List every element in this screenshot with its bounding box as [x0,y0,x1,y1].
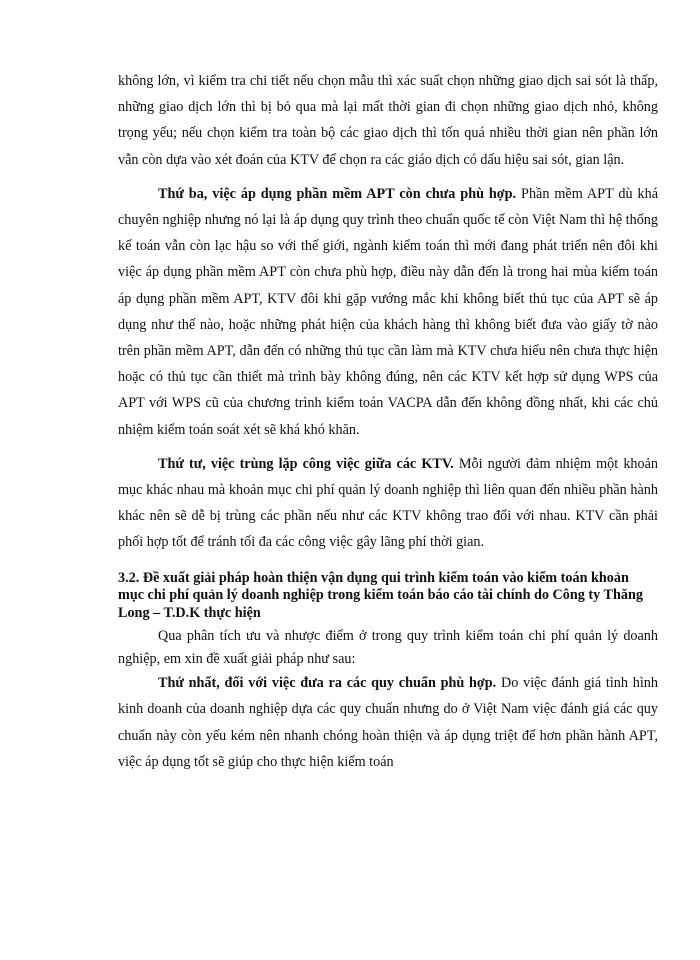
paragraph-text: không lớn, vì kiểm tra chi tiết nếu chọn mẫu thì xác suất chọn những giao dịch sai sót là thấp, những giao dịch lớn thì bị bỏ qua mà lại mất thời gian đi chọn những giao dịch nhỏ, không trọng yếu; nếu chọn kiểm tra toàn bộ các giao dịch thì tốn quá nhiều thời gian nên phần lớn vẫn còn dựa vào xét đoán của KTV để chọn ra các giáo dịch có dấu hiệu sai sót, gian lận. [118,73,658,168]
paragraph-text: Mỗi người đảm nhiệm một khoản mục khác nhau mà khoản mục chi phí quản lý doanh nghiệp thì liên quan đến nhiều phần hành khác nên sẽ dễ bị trùng các phần nếu như các KTV không trao đổi với nhau. KTV cần phải phối hợp tốt để tránh tối đa các công việc gây lãng phí thời gian. [118,455,658,551]
paragraph-text: Phần mềm APT dù khá chuyên nghiệp nhưng nó lại là áp dụng quy trình theo chuẩn quốc tế còn Việt Nam thì hệ thống kế toán vẫn còn lạc hậu so với thế giới, ngành kiểm toán thì mới đang phát triển nên đôi khi việc áp dụng phần mềm APT còn chưa phù hợp, điều này dẫn đến là trong hai mùa kiểm toán áp dụng phần mềm APT, KTV đôi khi gặp vướng mắc khi không biết thủ tục của APT sẽ áp dụng như thế nào, hoặc những phát hiện của khách hàng thì không biết đưa vào giấy tờ nào trên phần mềm APT, dẫn đến có những thủ tục cần làm mà KTV chưa hiểu nên chưa thực hiện hoặc có thủ tục cần thiết mà trình bày không đúng, nên các KTV kết hợp sử dụng WPS của APT với WPS cũ của chương trình kiểm toán VACPA dẫn đến không đồng nhất, khi các chủ nhiệm kiểm toán soát xét sẽ khá khó khăn. [118,185,658,438]
paragraph-third-point [118,181,658,443]
paragraph-fourth-point [118,451,658,556]
section-heading: 3.2. Đề xuất giải pháp hoàn thiện vận dụng qui trình kiểm toán vào kiểm toán khoản mục chi phí quản lý doanh nghiệp trong kiểm toán báo cáo tài chính do Công ty Thăng Long – T.D.K thực hiện [118,569,643,621]
intro-paragraph: Qua phân tích ưu và nhược điểm ở trong quy trình kiểm toán chi phí quản lý doanh nghiệp, em xin đề xuất giải pháp như sau: [118,628,658,667]
paragraph-text: Do việc đánh giá tình hình kinh doanh của doanh nghiệp dựa các quy chuẩn nhưng do ở Việt Nam việc đánh giá các quy chuẩn này còn yếu kém nên nhanh chóng hoàn thiện và áp dụng triệt để hơn phần hành APT, việc áp dụng tốt sẽ giúp cho thực hiện kiểm toán [118,675,658,770]
paragraph-lead: Thứ ba, việc áp dụng phần mềm APT còn chưa phù hợp. [158,185,517,202]
paragraph-first-solution [118,670,658,775]
paragraph-lead: Thứ tư, việc trùng lặp công việc giữa các KTV. [158,455,454,472]
document-page [118,68,658,775]
paragraph-lead: Thứ nhất, đối với việc đưa ra các quy chuẩn phù hợp. [158,675,497,692]
paragraph-sampling [118,68,658,173]
